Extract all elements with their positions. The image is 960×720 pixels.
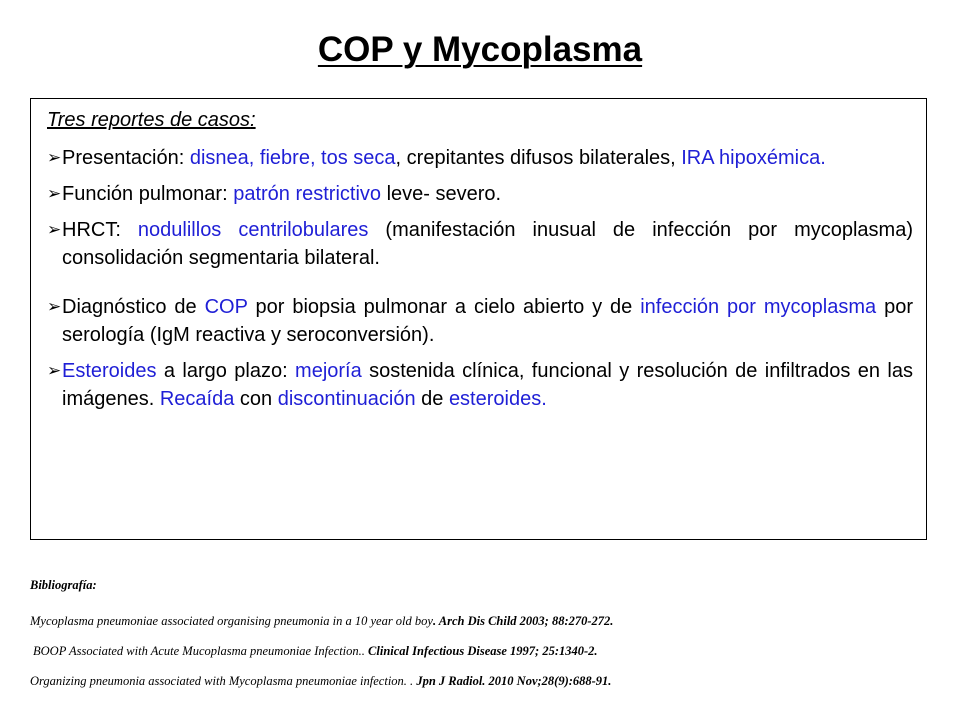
bullet-segment: por serología (IgM reactiva y seroconversión).: [62, 296, 913, 346]
arrow-right-icon: ➢: [47, 361, 62, 381]
ref-title: Mycoplasma pneumoniae associated organising pneumonia in a 10 year old boy: [30, 614, 433, 628]
intro-text: Tres reportes de casos: [47, 109, 251, 131]
bullet-segment-highlight: IRA hipoxémica.: [681, 147, 826, 169]
bullet-segment: Presentación:: [62, 147, 190, 169]
arrow-right-icon: ➢: [47, 220, 62, 240]
bullet-segment-highlight: mejoría: [295, 360, 362, 382]
ref-journal: Jpn J Radiol. 2010 Nov;28(9):688-91.: [416, 674, 612, 688]
bullet-diagnosis: [47, 293, 913, 349]
bullet-segment-highlight: Esteroides: [62, 360, 157, 382]
bullet-segment-highlight: Recaída: [159, 388, 235, 410]
bullet-segment: Diagnóstico de: [62, 296, 205, 318]
ref-title: BOOP Associated with Acute Mucoplasma pneumoniae Infection..: [33, 644, 369, 658]
bibliography-ref: [30, 613, 930, 629]
ref-journal: Clinical Infectious Disease 1997; 25:1340-2.: [368, 644, 598, 658]
bullet-segment-highlight: disnea, fiebre, tos seca: [189, 147, 396, 169]
bullet-segment: (manifestación inusual de infección por mycoplasma) consolidación segmentaria bilateral.: [62, 219, 913, 269]
bibliography-heading: Bibliografía:: [30, 578, 97, 592]
bullet-segment-highlight: nodulillos centrilobulares: [137, 219, 369, 241]
bullet-hrct: [47, 216, 913, 272]
arrow-right-icon: ➢: [47, 184, 62, 204]
intro-colon: :: [250, 109, 256, 131]
ref-journal: . Arch Dis Child 2003; 88:270-272.: [432, 614, 614, 628]
bullet-segment: con: [234, 388, 278, 410]
ref-title: Organizing pneumonia associated with Mycoplasma pneumoniae infection. .: [30, 674, 417, 688]
bullet-lung-function: [47, 180, 913, 208]
bullet-segment: HRCT:: [62, 219, 138, 241]
bullet-segment: , crepitantes difusos bilaterales,: [395, 147, 682, 169]
bullet-segment: leve- severo.: [381, 183, 502, 205]
bullet-segment-highlight: discontinuación: [277, 388, 416, 410]
bibliography-ref: [33, 643, 933, 659]
bullet-segment: por biopsia pulmonar a cielo abierto y de: [247, 296, 641, 318]
bullet-segment-highlight: COP: [204, 296, 248, 318]
slide-title: COP y Mycoplasma: [317, 30, 643, 69]
bullet-presentation: [47, 144, 913, 172]
bullet-segment: a largo plazo:: [156, 360, 296, 382]
intro-heading: [47, 105, 913, 135]
arrow-right-icon: ➢: [47, 148, 62, 168]
bullet-segment: de: [415, 388, 449, 410]
bullet-segment-highlight: esteroides.: [448, 388, 547, 410]
bullet-segment: Función pulmonar:: [62, 183, 234, 205]
bullet-segment: sostenida clínica, funcional y resolución de infiltrados en las imágenes.: [62, 360, 913, 410]
bullet-segment-highlight: infección por mycoplasma: [640, 296, 877, 318]
bibliography-ref: [30, 673, 930, 689]
bullet-steroids: [47, 357, 913, 413]
bullet-segment-highlight: patrón restrictivo: [233, 183, 382, 205]
arrow-right-icon: ➢: [47, 297, 62, 317]
content-box: [30, 98, 927, 540]
